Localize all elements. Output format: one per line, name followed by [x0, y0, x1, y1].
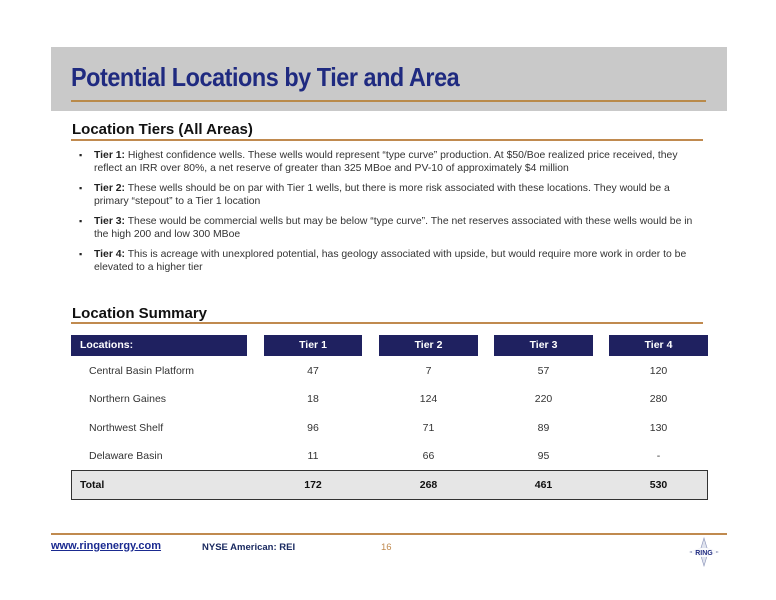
bullet-icon: ▪: [79, 150, 83, 160]
tier-4-value: 120: [649, 365, 668, 377]
total-tier-4: 530: [649, 479, 668, 491]
footer-divider: [51, 533, 727, 535]
total-row: [71, 470, 708, 500]
tier-3-value: 57: [537, 365, 550, 377]
tier-label: Tier 1:: [94, 150, 125, 161]
tier-2-value: 7: [425, 365, 432, 377]
table-row: [71, 442, 709, 470]
column-header-tier-4: Tier 4: [609, 335, 708, 356]
tier-label: Tier 3:: [94, 216, 125, 227]
bullet-icon: ▪: [79, 216, 83, 226]
summary-heading: Location Summary: [72, 305, 208, 322]
tier-3-value: 95: [537, 450, 550, 462]
column-header-tier-2: Tier 2: [379, 335, 478, 356]
column-header-tier-1: Tier 1: [264, 335, 362, 356]
tier-description: This is acreage with unexplored potential, has geology associated with upside, but would require more work in order to be elevated to a higher tier: [94, 249, 687, 273]
area-name: Delaware Basin: [89, 450, 163, 462]
bullet-icon: ▪: [79, 249, 83, 259]
title-divider: [71, 100, 706, 102]
tier-label: Tier 4:: [94, 249, 125, 260]
tier-3-value: 89: [537, 422, 550, 434]
tier-3-value: 220: [534, 393, 553, 405]
table-header-row: [71, 335, 709, 356]
total-tier-1: 172: [304, 479, 322, 491]
tier-1-value: 47: [307, 365, 319, 377]
tier-bullet: [78, 215, 693, 241]
tier-bullet: [78, 248, 693, 274]
tier-1-value: 11: [307, 450, 319, 462]
stock-ticker: NYSE American: REI: [202, 542, 296, 553]
table-row: [71, 385, 709, 413]
tiers-divider: [71, 139, 703, 141]
tier-bullet-list: [78, 149, 693, 281]
tier-2-value: 66: [422, 450, 435, 462]
tier-4-value: -: [656, 450, 661, 462]
website-link[interactable]: www.ringenergy.com: [51, 540, 162, 552]
total-tier-2: 268: [419, 479, 438, 491]
tier-description: These wells should be on par with Tier 1 wells, but there is more risk associated with these locations. They would be a primary “stepout” to a Tier 1 location: [94, 183, 670, 207]
tier-label: Tier 2:: [94, 183, 125, 194]
tier-description: These would be commercial wells but may be below “type curve”. The net reserves associated with these wells would be in the high 200 and low 300 MBoe: [94, 216, 693, 240]
table-row: [71, 414, 709, 442]
ring-energy-logo-icon: [689, 537, 719, 567]
area-name: Northwest Shelf: [89, 422, 164, 434]
tier-bullet: [78, 149, 693, 175]
tier-4-value: 130: [649, 422, 668, 434]
bullet-icon: ▪: [79, 183, 83, 193]
column-header-tier-3: Tier 3: [494, 335, 593, 356]
tier-1-value: 18: [307, 393, 319, 405]
tier-4-value: 280: [649, 393, 668, 405]
tier-2-value: 71: [422, 422, 435, 434]
table-row: [71, 357, 709, 385]
page-number: 16: [381, 542, 392, 553]
svg-text:RING: RING: [695, 550, 713, 557]
total-label: Total: [80, 479, 105, 491]
tier-2-value: 124: [419, 393, 438, 405]
tier-bullet: [78, 182, 693, 208]
tiers-heading: Location Tiers (All Areas): [72, 121, 253, 138]
tier-1-value: 96: [307, 422, 319, 434]
column-header-locations: Locations:: [71, 335, 247, 356]
summary-divider: [71, 322, 703, 324]
area-name: Central Basin Platform: [89, 365, 195, 377]
tier-description: Highest confidence wells. These wells would represent “type curve” production. At $50/Boe realized price received, they reflect an IRR over 80%, a net reserve of greater than 325 MBoe and PV-10 of approximately $4 million: [94, 150, 678, 174]
page-title: Potential Locations by Tier and Area: [71, 62, 460, 92]
area-name: Northern Gaines: [89, 393, 167, 405]
total-tier-3: 461: [534, 479, 553, 491]
